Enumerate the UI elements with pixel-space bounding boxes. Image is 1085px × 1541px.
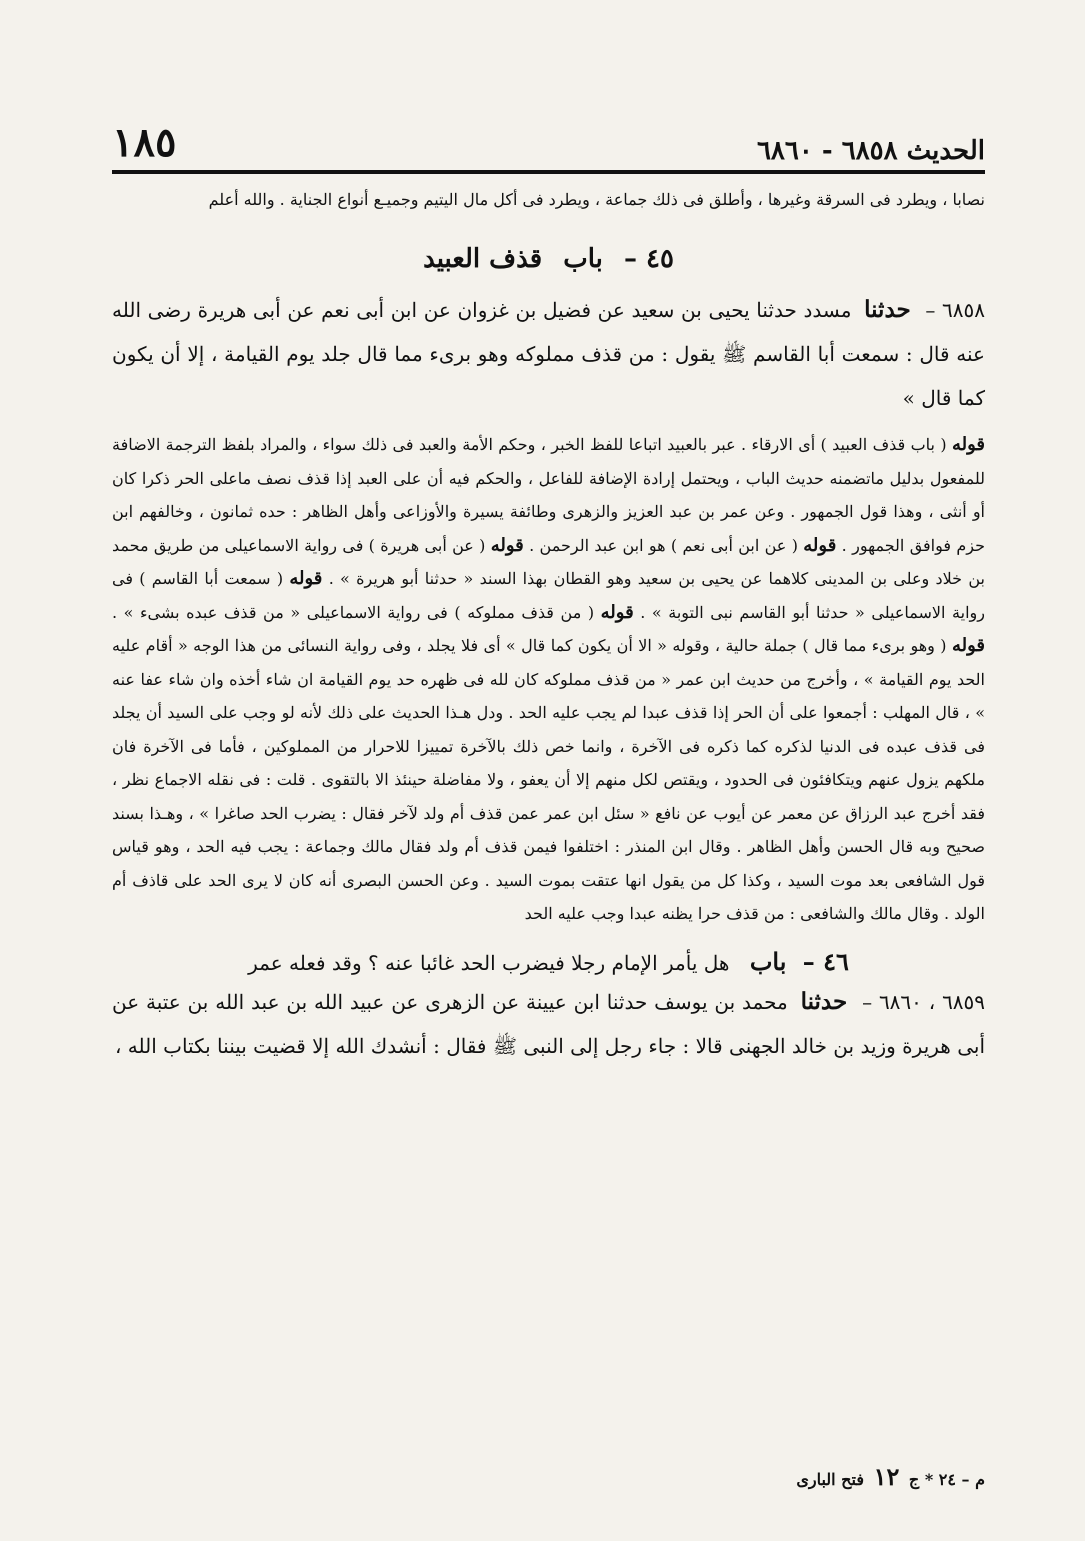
hadith-6859-text: محمد بن يوسف حدثنا ابن عيينة عن الزهرى عن عبيد الله بن عبد الله بن عتبة عن أبى هريرة وزيد بن خالد الجهنى قالا : جاء رجل إلى النبى ﷺ فقال : أنشدك الله إلا قضيت بيننا بكتاب الله ، [112,989,985,1058]
qawluh-marker: قوله [490,534,524,556]
page-number: ١٨٥ [112,119,177,166]
running-title: الحديث ٦٨٥٨ - ٦٨٦٠ [756,136,985,166]
chapter-45-word: باب [563,244,603,274]
hadith-6858-number: ٦٨٥٨ – [925,298,985,322]
hadith-6858-text: مسدد حدثنا يحيى بن سعيد عن فضيل بن غزوان عن ابن أبى نعم عن أبى هريرة رضى الله عنه قال : سمعت أبا القاسم ﷺ يقول : من قذف مملوكه وهو برىء مما قال جلد يوم القيامة ، إلا أن يكون كما قال » [112,298,985,410]
qawluh-marker: قوله [951,635,985,656]
commentary-segment: ( عن أبى هريرة ) فى رواية الاسماعيلى من طريق محمد بن خلاد وعلى بن المدينى كلاهما عن يحيى بن سعيد وهو القطان بهذا السند « حدثنا أبو هريرة » . [112,535,985,588]
commentary-segment: ( وهو برىء مما قال ) جملة حالية ، وقوله « الا أن يكون كما قال » أى فلا يجلد ، وفى رواية النسائى من هذا الوجه « أقام عليه الحد يوم القيامة » ، وأخرج من حديث ابن عمر « من قذف مملوكه كان لله فى ظهره حد يوم القيامة ان شاء أخذه وان شاء عفا عنه » ، قال المهلب : أجمعوا على أن الحر إذا قذف عبدا لم يجب عليه الحد . ودل هـذا الحديث على ذلك لأنه لو وجب على السيد أن يجلد فى قذف عبده فى الدنيا لذكره كما ذكره فى الآخرة ، وانما خص ذلك بالآخرة تمييزا للاحرار من المملوكين ، فأما فى الآخرة فان ملكهم يزول عنهم ويتكافئون فى الحدود ، ويقتص لكل منهم إلا أن يعفو ، ولا مفاضلة حينئذ الا بالتقوى . قلت : فى نقله الاجماع نظر ، فقد أخرج عبد الرزاق عن معمر عن أيوب عن نافع « سئل ابن عمر عمن قذف أم ولد لآخر فقال : يضرب الحد صاغرا » ، وهـذا بسند صحيح وبه قال الحسن وأهل الظاهر . وقال ابن المنذر : اختلفوا فيمن قذف أم ولد فقال مالك وجماعة : يجب فيه الحد ، وهو قياس قول الشافعى بعد موت السيد ، وكذا كل من يقول انها عتقت بموت السيد . وعن الحسن البصرى أنه كان لا يرى الحد على قاذف أم الولد . وقال مالك والشافعى : من قذف حرا يظنه عبدا وجب عليه الحد [112,636,986,923]
chapter-46-title: هل يأمر الإمام رجلا فيضرب الحد غائبا عنه ؟ وقد فعله عمر [248,950,730,975]
commentary-segment: ( سمعت أبا القاسم ) فى رواية الاسماعيلى « حدثنا أبو القاسم نبى التوبة » . [112,569,985,622]
commentary-segment: ( من قذف مملوكه ) فى رواية الاسماعيلى « من قذف عبده بشىء » . [112,602,595,622]
chapter-45-heading [112,244,985,274]
commentary-block [112,428,985,931]
footer-volume-prefix: * ج [908,1470,934,1489]
page-footer [796,1462,985,1491]
chapter-46-heading [112,947,985,976]
qawluh-marker: قوله [803,534,837,556]
hadith-6859 [112,980,985,1068]
commentary-segment: ( عن ابن أبى نعم ) هو ابن عبد الرحمن . [529,535,798,555]
qawluh-marker: قوله [600,601,634,623]
chapter-45-title: قذف العبيد [423,244,543,274]
footer-signature: م – ٢٤ [938,1470,985,1489]
hadith-6859-number: ٦٨٥٩ ، ٦٨٦٠ – [862,989,986,1014]
page-header [112,118,985,174]
chapter-45-number: ٤٥ – [623,244,674,274]
chapter-46-word: باب [749,946,787,976]
footer-volume: ١٢ [873,1462,900,1491]
commentary-segment: ( باب قذف العبيد ) أى الارقاء . عبر بالعبيد اتباعا للفظ الخبر ، وحكم الأمة والعبد فى ذلك سواء ، والمراد بلفظ الترجمة الاضافة للمفعول بدليل ماتضمنه حديث الباب ، ويحتمل إرادة الإضافة للفاعل ، والحكم فيه أن على العبد إذا قذف نصف ماعلى الحر ذكرا كان أو أنثى ، وهذا قول الجمهور . وعن عمر بن عبد العزيز والزهرى وطائفة يسيرة والأوزاعى وأهل الظاهر : حده ثمانون ، وخالفهم ابن حزم فوافق الجمهور . [112,435,986,555]
intro-paragraph: نصابا ، ويطرد فى السرقة وغيرها ، وأطلق فى ذلك جماعة ، ويطرد فى أكل مال اليتيم وجميـع أنواع الجناية . والله أعلم [208,190,985,209]
qawluh-marker: قوله [951,434,986,455]
hadith-6858 [112,288,985,420]
qawluh-marker: قوله [289,568,323,589]
chapter-46-number: ٤٦ – [802,946,849,976]
footer-book-title: فتح البارى [796,1470,864,1489]
hadith-6859-lead: حدثنا [800,987,848,1015]
hadith-6858-lead: حدثنا [864,296,911,323]
